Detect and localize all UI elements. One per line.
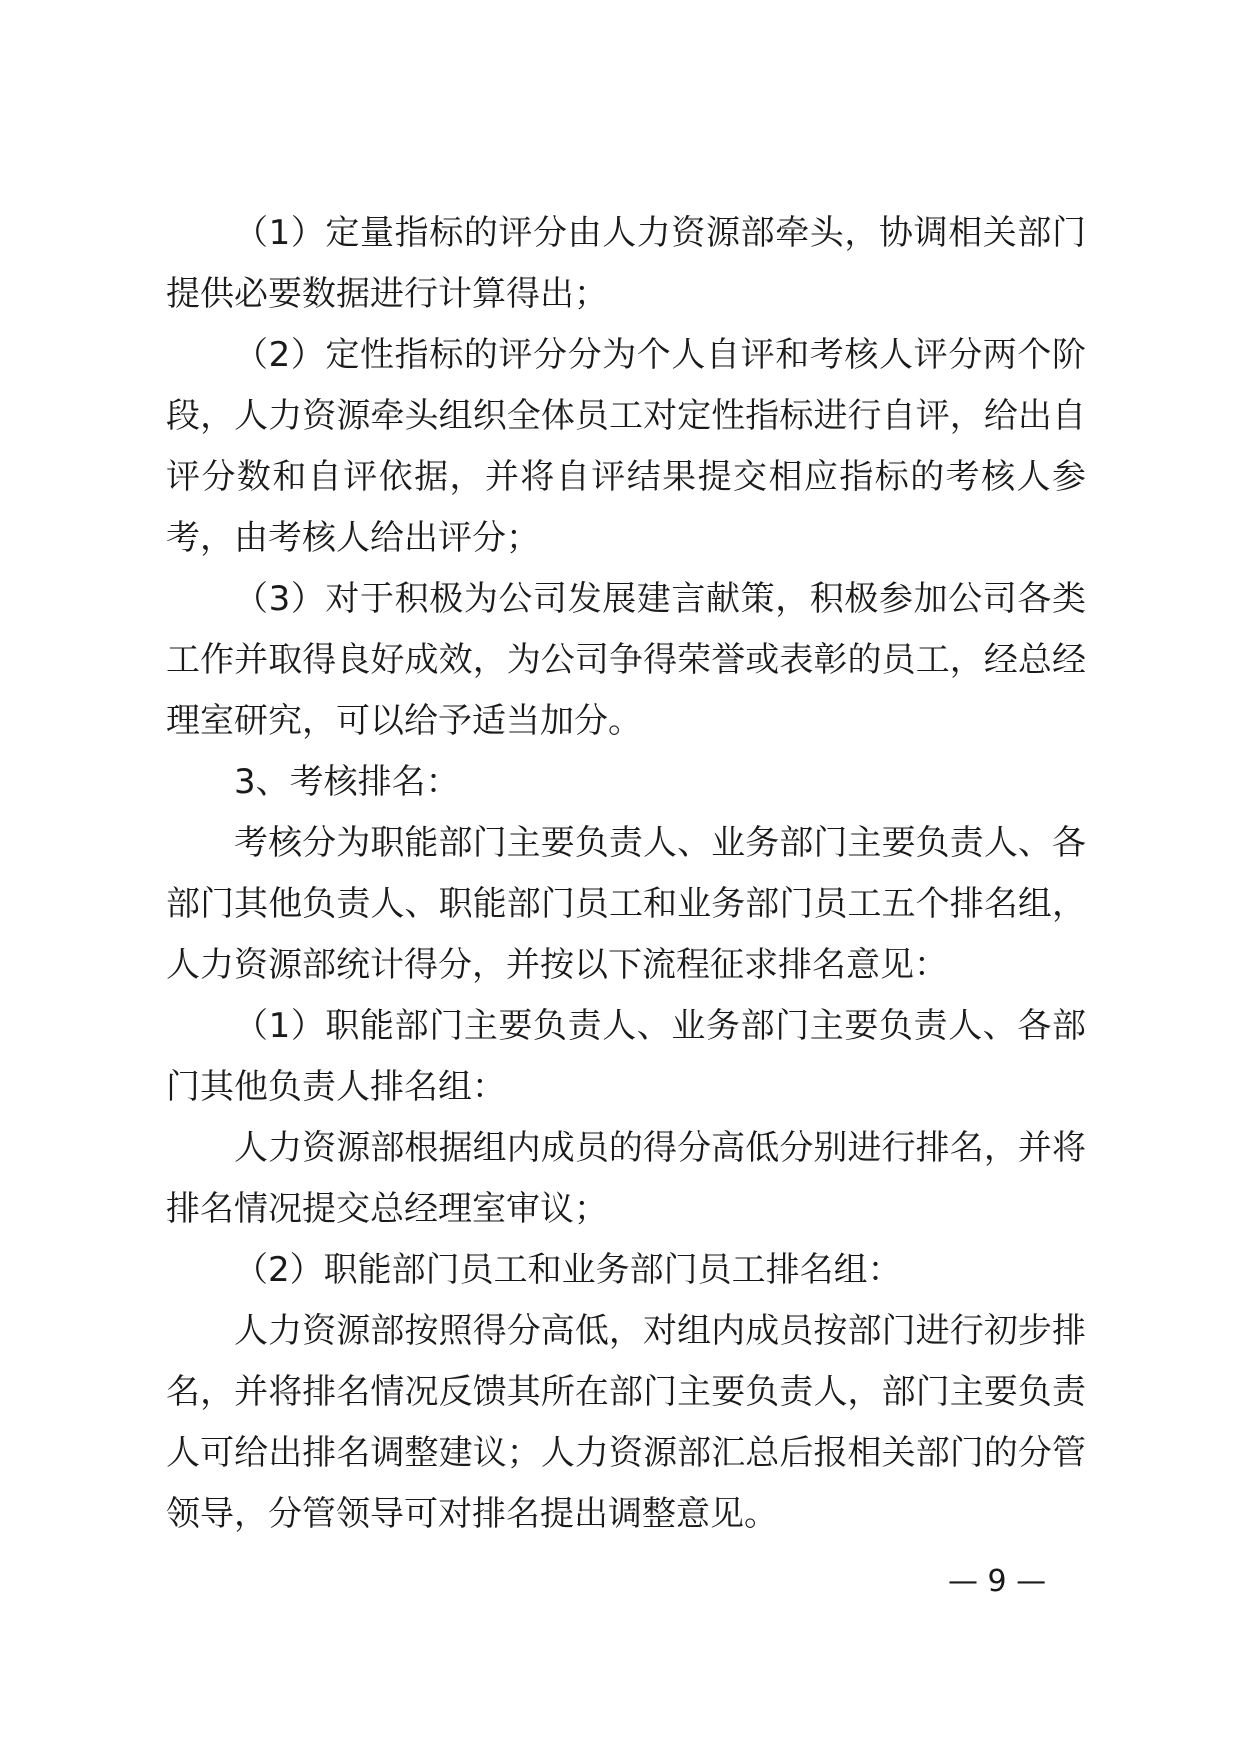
paragraph-staff-ranking-group: （2）职能部门员工和业务部门员工排名组： bbox=[234, 1250, 902, 1290]
paragraph-staff-ranking-process: 人力资源部按照得分高低，对组内成员按部门进行初步排名，并将排名情况反馈其所在部门主要负责人，部门主要负责人可给出排名调整建议；人力资源部汇总后报相关部门的分管领导，分管领导可对排名提出调整意见。 bbox=[166, 1311, 1086, 1534]
paragraph-quantitative-scoring: （1）定量指标的评分由人力资源部牵头，协调相关部门提供必要数据进行计算得出； bbox=[166, 213, 1086, 314]
paragraph-bonus-points: （3）对于积极为公司发展建言献策，积极参加公司各类工作并取得良好成效，为公司争得荣誉或表彰的员工，经总经理室研究，可以给予适当加分。 bbox=[166, 579, 1086, 741]
body-text bbox=[166, 203, 1086, 1545]
paragraph-leader-ranking-process: 人力资源部根据组内成员的得分高低分别进行排名，并将排名情况提交总经理室审议； bbox=[166, 1128, 1086, 1229]
paragraph-leader-ranking-group: （1）职能部门主要负责人、业务部门主要负责人、各部门其他负责人排名组： bbox=[166, 1006, 1086, 1107]
paragraph-qualitative-scoring: （2）定性指标的评分分为个人自评和考核人评分两个阶段，人力资源牵头组织全体员工对定性指标进行自评，给出自评分数和自评依据，并将自评结果提交相应指标的考核人参考，由考核人给出评分； bbox=[166, 335, 1086, 558]
section-heading-ranking: 3、考核排名： bbox=[234, 762, 460, 802]
page-number: — 9 — bbox=[948, 1564, 1047, 1599]
paragraph-ranking-groups: 考核分为职能部门主要负责人、业务部门主要负责人、各部门其他负责人、职能部门员工和业务部门员工五个排名组，人力资源部统计得分，并按以下流程征求排名意见： bbox=[166, 823, 1086, 985]
